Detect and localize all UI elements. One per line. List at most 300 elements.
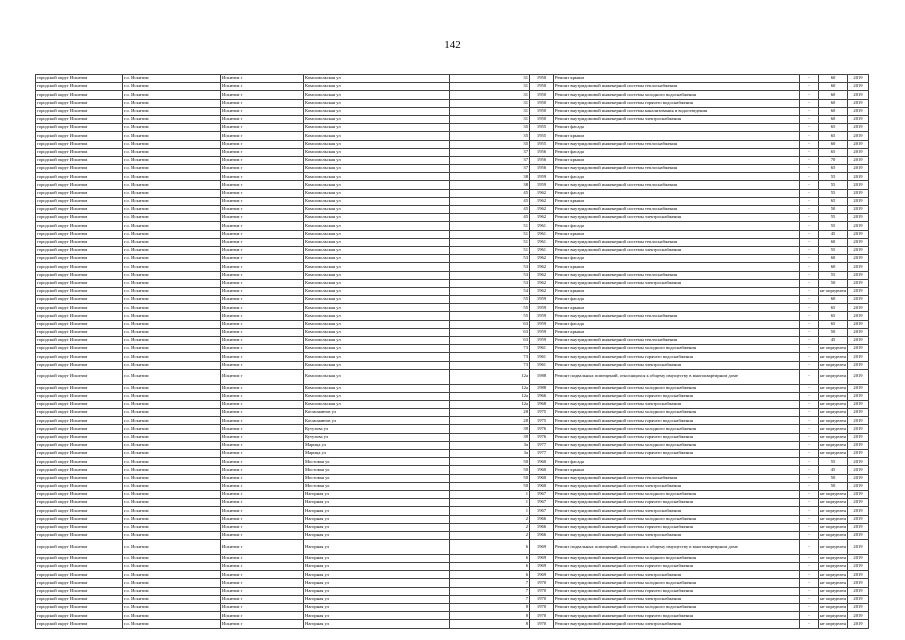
build-year-cell: 1959 <box>530 312 554 320</box>
build-year-cell: 1966 <box>530 531 554 539</box>
table-row <box>36 441 869 449</box>
table-row <box>36 115 869 123</box>
dash-cell: - <box>800 165 819 173</box>
wear-percent-cell: не определен <box>819 369 848 384</box>
wear-percent-cell: 60 <box>819 140 848 148</box>
table-row <box>36 482 869 490</box>
house-number-cell: 31 <box>450 83 530 91</box>
dash-cell: - <box>800 279 819 287</box>
build-year-cell: 1956 <box>530 156 554 164</box>
street-cell: Комсомольская ул <box>304 107 450 115</box>
house-number-cell: 39 <box>450 425 530 433</box>
plan-year-start-cell: 2019 <box>848 392 869 400</box>
municipality-cell: городской округ Искитим <box>36 337 123 345</box>
table-row <box>36 612 869 620</box>
settlement-cell: г.о. Искитим <box>123 148 221 156</box>
table-row <box>36 490 869 498</box>
capital-repair-table <box>35 74 869 629</box>
table-row <box>36 345 869 353</box>
work-type-cell: Ремонт внутридомовой инженерной системы электроснабжения <box>554 482 800 490</box>
build-year-cell: 1970 <box>530 604 554 612</box>
plan-year-start-cell: 2019 <box>848 279 869 287</box>
municipality-cell: городской округ Искитим <box>36 531 123 539</box>
build-year-cell: 1969 <box>530 540 554 555</box>
plan-year-start-cell: 2019 <box>848 458 869 466</box>
municipality-cell: городской округ Искитим <box>36 450 123 458</box>
city-cell: Искитим г <box>221 189 304 197</box>
plan-year-start-cell: 2019 <box>848 409 869 417</box>
table-row <box>36 189 869 197</box>
build-year-cell: 1960 <box>530 458 554 466</box>
city-cell: Искитим г <box>221 563 304 571</box>
dash-cell: - <box>800 384 819 392</box>
build-year-cell: 1950 <box>530 115 554 123</box>
house-number-cell: 54 <box>450 287 530 295</box>
table-row <box>36 563 869 571</box>
table-row <box>36 587 869 595</box>
work-type-cell: Ремонт внутридомовой инженерной системы канализования и водоотведения <box>554 107 800 115</box>
municipality-cell: городской округ Искитим <box>36 230 123 238</box>
city-cell: Искитим г <box>221 222 304 230</box>
city-cell: Искитим г <box>221 612 304 620</box>
table-row <box>36 296 869 304</box>
wear-percent-cell: не определен <box>819 384 848 392</box>
street-cell: Комсомольская ул <box>304 263 450 271</box>
street-cell: Комсомольская ул <box>304 83 450 91</box>
table-row <box>36 466 869 474</box>
plan-year-start-cell: 2019 <box>848 345 869 353</box>
street-cell: Комсомольская ул <box>304 271 450 279</box>
settlement-cell: г.о. Искитим <box>123 173 221 181</box>
wear-percent-cell: не определен <box>819 579 848 587</box>
plan-year-start-cell: 2019 <box>848 523 869 531</box>
table-row <box>36 531 869 539</box>
street-cell: Комсомольская ул <box>304 361 450 369</box>
work-type-cell: Ремонт внутридомовой инженерной системы горячего водоснабжения <box>554 587 800 595</box>
build-year-cell: 1959 <box>530 328 554 336</box>
settlement-cell: г.о. Искитим <box>123 369 221 384</box>
settlement-cell: г.о. Искитим <box>123 620 221 628</box>
build-year-cell: 1966 <box>530 515 554 523</box>
municipality-cell: городской округ Искитим <box>36 400 123 408</box>
municipality-cell: городской округ Искитим <box>36 353 123 361</box>
street-cell: Нагорная ул <box>304 523 450 531</box>
work-type-cell: Ремонт внутридомовой инженерной системы горячего водоснабжения <box>554 612 800 620</box>
table-row <box>36 433 869 441</box>
build-year-cell: 1966 <box>530 392 554 400</box>
city-cell: Искитим г <box>221 554 304 562</box>
settlement-cell: г.о. Искитим <box>123 197 221 205</box>
work-type-cell: Ремонт внутридомовой инженерной системы холодного водоснабжения <box>554 490 800 498</box>
plan-year-start-cell: 2019 <box>848 246 869 254</box>
work-type-cell: Ремонт внутридомовой инженерной системы холодного водоснабжения <box>554 425 800 433</box>
plan-year-start-cell: 2019 <box>848 222 869 230</box>
table-row <box>36 337 869 345</box>
plan-year-start-cell: 2019 <box>848 296 869 304</box>
build-year-cell: 1970 <box>530 620 554 628</box>
work-type-cell: Ремонт фасада <box>554 320 800 328</box>
plan-year-start-cell: 2019 <box>848 312 869 320</box>
settlement-cell: г.о. Искитим <box>123 165 221 173</box>
wear-percent-cell: 60 <box>819 91 848 99</box>
city-cell: Искитим г <box>221 156 304 164</box>
dash-cell: - <box>800 246 819 254</box>
build-year-cell: 1960 <box>530 466 554 474</box>
work-type-cell: Ремонт внутридомовой инженерной системы теплоснабжения <box>554 312 800 320</box>
work-type-cell: Ремонт крыши <box>554 466 800 474</box>
street-cell: Космонавтов ул <box>304 409 450 417</box>
table-row <box>36 222 869 230</box>
dash-cell: - <box>800 328 819 336</box>
settlement-cell: г.о. Искитим <box>123 400 221 408</box>
dash-cell: - <box>800 255 819 263</box>
wear-percent-cell: не определен <box>819 499 848 507</box>
city-cell: Искитим г <box>221 392 304 400</box>
house-number-cell: 7 <box>450 579 530 587</box>
house-number-cell: 31 <box>450 91 530 99</box>
work-type-cell: Ремонт фасада <box>554 458 800 466</box>
city-cell: Искитим г <box>221 466 304 474</box>
wear-percent-cell: 60 <box>819 238 848 246</box>
city-cell: Искитим г <box>221 255 304 263</box>
table-row <box>36 571 869 579</box>
table-row <box>36 99 869 107</box>
build-year-cell: 1969 <box>530 571 554 579</box>
municipality-cell: городской округ Искитим <box>36 287 123 295</box>
dash-cell: - <box>800 222 819 230</box>
wear-percent-cell: 45 <box>819 230 848 238</box>
build-year-cell: 1959 <box>530 320 554 328</box>
table-body <box>36 75 869 629</box>
table-row <box>36 515 869 523</box>
settlement-cell: г.о. Искитим <box>123 255 221 263</box>
wear-percent-cell: 60 <box>819 75 848 83</box>
build-year-cell: 1961 <box>530 246 554 254</box>
build-year-cell: 1977 <box>530 450 554 458</box>
city-cell: Искитим г <box>221 148 304 156</box>
table-row <box>36 450 869 458</box>
city-cell: Искитим г <box>221 417 304 425</box>
work-type-cell: Ремонт внутридомовой инженерной системы электроснабжения <box>554 507 800 515</box>
dash-cell: - <box>800 132 819 140</box>
house-number-cell: 7 <box>450 587 530 595</box>
table-row <box>36 173 869 181</box>
dash-cell: - <box>800 337 819 345</box>
street-cell: Комсомольская ул <box>304 392 450 400</box>
city-cell: Искитим г <box>221 531 304 539</box>
work-type-cell: Ремонт внутридомовой инженерной системы электроснабжения <box>554 620 800 628</box>
work-type-cell: Ремонт крыши <box>554 75 800 83</box>
work-type-cell: Ремонт внутридомовой инженерной системы электроснабжения <box>554 595 800 603</box>
wear-percent-cell: не определен <box>819 540 848 555</box>
build-year-cell: 1975 <box>530 417 554 425</box>
work-type-cell: Ремонт внутридомовой инженерной системы горячего водоснабжения <box>554 433 800 441</box>
city-cell: Искитим г <box>221 99 304 107</box>
work-type-cell: Ремонт внутридомовой инженерной системы теплоснабжения <box>554 206 800 214</box>
wear-percent-cell: 65 <box>819 124 848 132</box>
house-number-cell: 50 <box>450 458 530 466</box>
dash-cell: - <box>800 531 819 539</box>
build-year-cell: 1970 <box>530 612 554 620</box>
dash-cell: - <box>800 99 819 107</box>
city-cell: Искитим г <box>221 345 304 353</box>
wear-percent-cell: 60 <box>819 255 848 263</box>
city-cell: Искитим г <box>221 579 304 587</box>
build-year-cell: 1962 <box>530 189 554 197</box>
municipality-cell: городской округ Искитим <box>36 392 123 400</box>
table-row <box>36 474 869 482</box>
city-cell: Искитим г <box>221 165 304 173</box>
street-cell: Комсомольская ул <box>304 384 450 392</box>
table-row <box>36 165 869 173</box>
plan-year-start-cell: 2019 <box>848 620 869 628</box>
dash-cell: - <box>800 197 819 205</box>
settlement-cell: г.о. Искитим <box>123 132 221 140</box>
wear-percent-cell: не определен <box>819 515 848 523</box>
street-cell: Комсомольская ул <box>304 75 450 83</box>
municipality-cell: городской округ Искитим <box>36 425 123 433</box>
dash-cell: - <box>800 148 819 156</box>
street-cell: Нагорная ул <box>304 515 450 523</box>
settlement-cell: г.о. Искитим <box>123 337 221 345</box>
build-year-cell: 1962 <box>530 279 554 287</box>
house-number-cell: 53 <box>450 271 530 279</box>
settlement-cell: г.о. Искитим <box>123 156 221 164</box>
municipality-cell: городской округ Искитим <box>36 320 123 328</box>
build-year-cell: 1961 <box>530 230 554 238</box>
work-type-cell: Ремонт внутридомовой инженерной системы горячего водоснабжения <box>554 392 800 400</box>
build-year-cell: 1950 <box>530 83 554 91</box>
work-type-cell: Ремонт внутридомовой инженерной системы электроснабжения <box>554 531 800 539</box>
dash-cell: - <box>800 214 819 222</box>
city-cell: Искитим г <box>221 181 304 189</box>
street-cell: Комсомольская ул <box>304 132 450 140</box>
city-cell: Искитим г <box>221 458 304 466</box>
plan-year-start-cell: 2019 <box>848 124 869 132</box>
plan-year-start-cell: 2019 <box>848 353 869 361</box>
table-row <box>36 458 869 466</box>
plan-year-start-cell: 2019 <box>848 400 869 408</box>
table-row <box>36 156 869 164</box>
city-cell: Искитим г <box>221 441 304 449</box>
house-number-cell: 6 <box>450 571 530 579</box>
work-type-cell: Ремонт внутридомовой инженерной системы холодного водоснабжения <box>554 345 800 353</box>
wear-percent-cell: не определен <box>819 604 848 612</box>
plan-year-start-cell: 2019 <box>848 238 869 246</box>
city-cell: Искитим г <box>221 620 304 628</box>
wear-percent-cell: не определен <box>819 612 848 620</box>
city-cell: Искитим г <box>221 197 304 205</box>
build-year-cell: 1959 <box>530 173 554 181</box>
work-type-cell: Ремонт внутридомовой инженерной системы электроснабжения <box>554 279 800 287</box>
plan-year-start-cell: 2019 <box>848 450 869 458</box>
dash-cell: - <box>800 206 819 214</box>
house-number-cell: 31 <box>450 107 530 115</box>
table-row <box>36 320 869 328</box>
plan-year-start-cell: 2019 <box>848 441 869 449</box>
settlement-cell: г.о. Искитим <box>123 482 221 490</box>
city-cell: Искитим г <box>221 482 304 490</box>
dash-cell: - <box>800 400 819 408</box>
wear-percent-cell: 60 <box>819 115 848 123</box>
settlement-cell: г.о. Искитим <box>123 595 221 603</box>
table-row <box>36 409 869 417</box>
street-cell: Нагорная ул <box>304 490 450 498</box>
wear-percent-cell: не определен <box>819 554 848 562</box>
build-year-cell: 1955 <box>530 124 554 132</box>
plan-year-start-cell: 2019 <box>848 197 869 205</box>
house-number-cell: 8 <box>450 612 530 620</box>
work-type-cell: Ремонт фасада <box>554 296 800 304</box>
dash-cell: - <box>800 287 819 295</box>
settlement-cell: г.о. Искитим <box>123 523 221 531</box>
municipality-cell: городской округ Искитим <box>36 132 123 140</box>
work-type-cell: Ремонт внутридомовой инженерной системы электроснабжения <box>554 400 800 408</box>
city-cell: Искитим г <box>221 115 304 123</box>
city-cell: Искитим г <box>221 571 304 579</box>
dash-cell: - <box>800 417 819 425</box>
wear-percent-cell: 45 <box>819 337 848 345</box>
city-cell: Искитим г <box>221 409 304 417</box>
settlement-cell: г.о. Искитим <box>123 214 221 222</box>
city-cell: Искитим г <box>221 400 304 408</box>
settlement-cell: г.о. Искитим <box>123 206 221 214</box>
house-number-cell: 55 <box>450 304 530 312</box>
dash-cell: - <box>800 263 819 271</box>
city-cell: Искитим г <box>221 132 304 140</box>
settlement-cell: г.о. Искитим <box>123 441 221 449</box>
city-cell: Искитим г <box>221 246 304 254</box>
municipality-cell: городской округ Искитим <box>36 222 123 230</box>
wear-percent-cell: не определен <box>819 587 848 595</box>
table-row <box>36 206 869 214</box>
table-row <box>36 523 869 531</box>
dash-cell: - <box>800 75 819 83</box>
dash-cell: - <box>800 140 819 148</box>
wear-percent-cell: 50 <box>819 279 848 287</box>
table-row <box>36 499 869 507</box>
wear-percent-cell: 65 <box>819 312 848 320</box>
table-row <box>36 540 869 555</box>
table-row <box>36 132 869 140</box>
settlement-cell: г.о. Искитим <box>123 409 221 417</box>
plan-year-start-cell: 2019 <box>848 507 869 515</box>
house-number-cell: 37 <box>450 156 530 164</box>
municipality-cell: городской округ Искитим <box>36 554 123 562</box>
street-cell: Марица ул <box>304 441 450 449</box>
work-type-cell: Ремонт внутридомовой инженерной системы теплоснабжения <box>554 165 800 173</box>
dash-cell: - <box>800 369 819 384</box>
settlement-cell: г.о. Искитим <box>123 417 221 425</box>
city-cell: Искитим г <box>221 450 304 458</box>
settlement-cell: г.о. Искитим <box>123 345 221 353</box>
street-cell: Комсомольская ул <box>304 181 450 189</box>
work-type-cell: Ремонт внутридомовой инженерной системы холодного водоснабжения <box>554 604 800 612</box>
dash-cell: - <box>800 296 819 304</box>
build-year-cell: 1962 <box>530 271 554 279</box>
municipality-cell: городской округ Искитим <box>36 515 123 523</box>
wear-percent-cell: не определен <box>819 353 848 361</box>
city-cell: Искитим г <box>221 304 304 312</box>
city-cell: Искитим г <box>221 474 304 482</box>
settlement-cell: г.о. Искитим <box>123 222 221 230</box>
table-row <box>36 620 869 628</box>
municipality-cell: городской округ Искитим <box>36 604 123 612</box>
wear-percent-cell: 50 <box>819 328 848 336</box>
plan-year-start-cell: 2019 <box>848 214 869 222</box>
table-row <box>36 604 869 612</box>
house-number-cell: 35 <box>450 124 530 132</box>
plan-year-start-cell: 2019 <box>848 595 869 603</box>
street-cell: Комсомольская ул <box>304 287 450 295</box>
build-year-cell: 1970 <box>530 595 554 603</box>
plan-year-start-cell: 2019 <box>848 612 869 620</box>
plan-year-start-cell: 2019 <box>848 173 869 181</box>
city-cell: Искитим г <box>221 230 304 238</box>
build-year-cell: 1977 <box>530 441 554 449</box>
street-cell: Космонавтов ул <box>304 417 450 425</box>
settlement-cell: г.о. Искитим <box>123 450 221 458</box>
municipality-cell: городской округ Искитим <box>36 466 123 474</box>
street-cell: Мостовая ул <box>304 458 450 466</box>
settlement-cell: г.о. Искитим <box>123 392 221 400</box>
house-number-cell: 45 <box>450 197 530 205</box>
work-type-cell: Ремонт внутридомовой инженерной системы холодного водоснабжения <box>554 91 800 99</box>
house-number-cell: 51 <box>450 238 530 246</box>
city-cell: Искитим г <box>221 384 304 392</box>
dash-cell: - <box>800 441 819 449</box>
municipality-cell: городской округ Искитим <box>36 474 123 482</box>
house-number-cell: 1 <box>450 490 530 498</box>
settlement-cell: г.о. Искитим <box>123 571 221 579</box>
city-cell: Искитим г <box>221 515 304 523</box>
municipality-cell: городской округ Искитим <box>36 540 123 555</box>
settlement-cell: г.о. Искитим <box>123 515 221 523</box>
wear-percent-cell: 65 <box>819 132 848 140</box>
street-cell: Мостовая ул <box>304 466 450 474</box>
house-number-cell: 7 <box>450 595 530 603</box>
street-cell: Комсомольская ул <box>304 99 450 107</box>
dash-cell: - <box>800 156 819 164</box>
house-number-cell: 53 <box>450 263 530 271</box>
house-number-cell: 1 <box>450 499 530 507</box>
street-cell: Комсомольская ул <box>304 206 450 214</box>
build-year-cell: 1962 <box>530 214 554 222</box>
house-number-cell: 45 <box>450 189 530 197</box>
work-type-cell: Ремонт внутридомовой инженерной системы теплоснабжения <box>554 474 800 482</box>
house-number-cell: 12а <box>450 400 530 408</box>
city-cell: Искитим г <box>221 91 304 99</box>
table-row <box>36 287 869 295</box>
dash-cell: - <box>800 433 819 441</box>
table-row <box>36 507 869 515</box>
work-type-cell: Ремонт внутридомовой инженерной системы электроснабжения <box>554 115 800 123</box>
build-year-cell: 1988 <box>530 369 554 384</box>
dash-cell: - <box>800 230 819 238</box>
dash-cell: - <box>800 482 819 490</box>
work-type-cell: Ремонт внутридомовой инженерной системы теплоснабжения <box>554 271 800 279</box>
plan-year-start-cell: 2019 <box>848 206 869 214</box>
table-row <box>36 197 869 205</box>
street-cell: Комсомольская ул <box>304 173 450 181</box>
wear-percent-cell: не определен <box>819 392 848 400</box>
street-cell: Комсомольская ул <box>304 400 450 408</box>
build-year-cell: 1959 <box>530 296 554 304</box>
work-type-cell: Ремонт внутридомовой инженерной системы холодного водоснабжения <box>554 554 800 562</box>
page-number: 142 <box>444 39 461 51</box>
work-type-cell: Ремонт крыши <box>554 328 800 336</box>
work-type-cell: Ремонт крыши <box>554 156 800 164</box>
